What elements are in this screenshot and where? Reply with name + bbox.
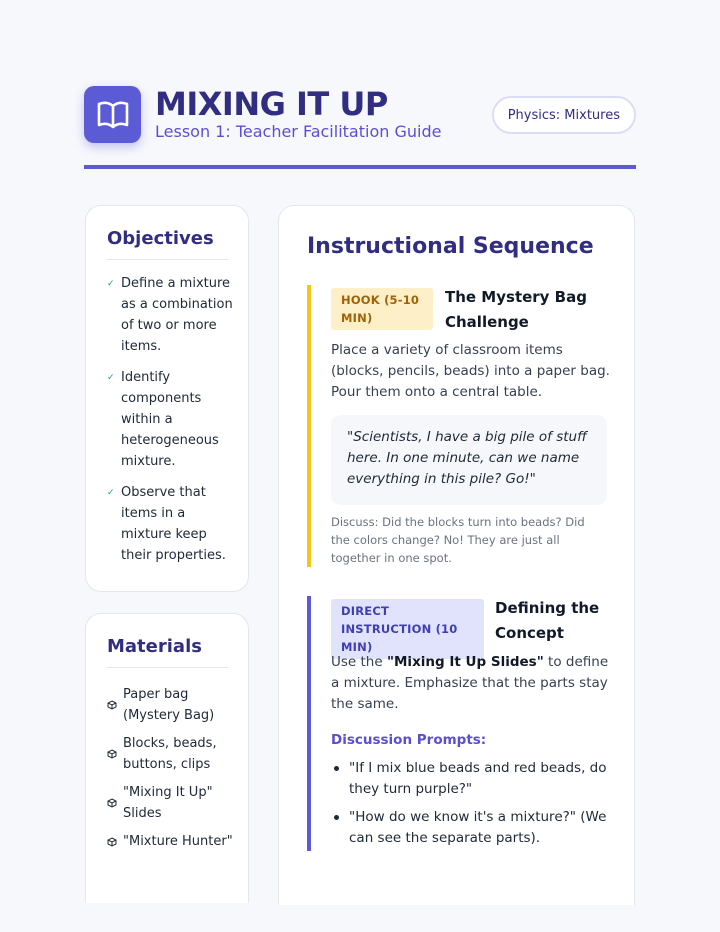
list-item (107, 831, 242, 852)
page-header (84, 86, 636, 146)
list-item (107, 782, 242, 824)
direct-title: Defining the Concept (495, 599, 600, 642)
list-item (107, 273, 237, 357)
direct-text-before: Use the (331, 654, 387, 670)
list-item: "If I mix blue beads and red beads, do they turn purple?" (331, 758, 607, 800)
list-item (107, 733, 242, 775)
objective-text: Identify components within a heterogeneous mixture. (121, 370, 219, 469)
discussion-prompts-label: Discussion Prompts: (331, 732, 487, 748)
materials-divider (107, 667, 228, 668)
page-title: MIXING IT UP (155, 85, 388, 123)
materials-list (107, 684, 242, 859)
check-icon: ✓ (107, 373, 115, 383)
direct-text-after: to define a mixture. Emphasize that the parts stay the same. (331, 654, 609, 712)
list-item: "How do we know it's a mixture?" (We can see the separate parts). (331, 807, 607, 849)
page-subtitle: Lesson 1: Teacher Facilitation Guide (155, 122, 442, 141)
cube-icon (107, 700, 117, 710)
objective-text: Define a mixture as a combination of two or more items. (121, 276, 233, 354)
list-item (107, 367, 237, 472)
list-item (107, 684, 242, 726)
slides-reference: "Mixing It Up Slides" (386, 654, 544, 670)
hook-quote: "Scientists, I have a big pile of stuff here. In one minute, can we name everything in this pile? Go!" (331, 415, 607, 505)
discussion-prompts-list (331, 758, 607, 856)
hook-title: The Mystery Bag Challenge (445, 288, 587, 331)
check-icon: ✓ (107, 488, 115, 498)
objectives-list (107, 273, 237, 576)
direct-text (331, 652, 611, 715)
cube-icon (107, 749, 117, 759)
cube-icon (107, 798, 117, 808)
check-icon: ✓ (107, 279, 115, 289)
objectives-divider (107, 259, 228, 260)
objectives-card (85, 205, 249, 592)
hook-accent-bar (307, 285, 311, 567)
direct-accent-bar (307, 596, 311, 851)
direct-instruction-step (307, 596, 609, 851)
hook-badge: HOOK (5-10 MIN) (331, 288, 433, 330)
sequence-heading: Instructional Sequence (307, 234, 594, 259)
cube-icon (107, 837, 117, 847)
material-text: "Mixture Hunter" (123, 834, 233, 849)
header-divider (84, 165, 636, 169)
materials-card (85, 613, 249, 903)
sequence-card (278, 205, 635, 905)
direct-badge: DIRECT INSTRUCTION (10 MIN) (331, 599, 484, 659)
objective-text: Observe that items in a mixture keep their properties. (121, 485, 226, 563)
book-icon (84, 86, 141, 143)
topic-badge: Physics: Mixtures (492, 96, 636, 134)
materials-heading: Materials (107, 636, 202, 657)
material-text: Blocks, beads, buttons, clips (123, 736, 217, 772)
hook-step (307, 285, 609, 567)
objectives-heading: Objectives (107, 228, 214, 249)
hook-text: Place a variety of classroom items (blocks, pencils, beads) into a paper bag. Pour them onto a central table. (331, 342, 610, 400)
hook-discussion: Discuss: Did the blocks turn into beads? Did the colors change? No! They are just all together in one spot. (331, 515, 585, 565)
material-text: Paper bag (Mystery Bag) (123, 687, 215, 723)
list-item (107, 482, 237, 566)
material-text: "Mixing It Up" Slides (123, 785, 213, 821)
